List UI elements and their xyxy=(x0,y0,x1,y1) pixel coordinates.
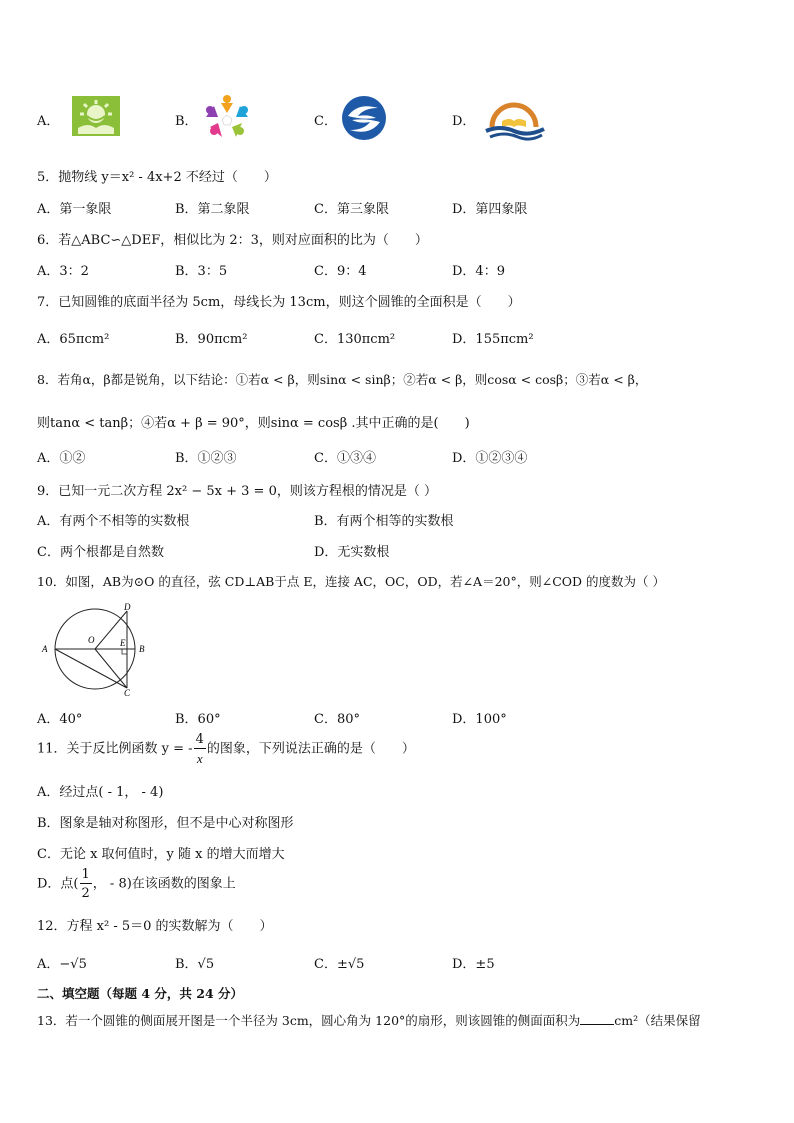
q6-stem: 6．若△ABC∽△DEF，相似比为 2：3，则对应面积的比为（ ） xyxy=(37,233,428,248)
q7-stem: 7．已知圆锥的底面半径为 5cm，母线长为 13cm，则这个圆锥的全面积是（ ） xyxy=(37,295,521,310)
q11-option-d-pre: D．点( xyxy=(37,876,79,892)
q11-fraction xyxy=(194,733,206,765)
q11-option-a: A．经过点( - 1， - 4) xyxy=(37,785,164,800)
book-with-globe-logo-icon xyxy=(70,94,122,138)
q6-option-c: C．9：4 xyxy=(314,264,367,279)
q6-option-b: B．3：5 xyxy=(175,264,228,279)
q9-stem: 9．已知一元二次方程 2x² − 5x + 3 = 0，则该方程根的情况是（ ） xyxy=(37,484,437,499)
q11-stem-pre: 11．关于反比例函数 y = - xyxy=(37,741,193,757)
q4-option-c-label: C． xyxy=(314,114,337,129)
q8-option-c: C．①③④ xyxy=(314,451,376,466)
q11-option-b: B．图象是轴对称图形，但不是中心对称图形 xyxy=(37,816,294,831)
blue-hands-swirl-logo-icon xyxy=(338,94,390,142)
q13-stem-pre: 13．若一个圆锥的侧面展开图是一个半径为 3cm，圆心角为 120°的扇形，则该圆锥的侧面面积为 xyxy=(37,1013,581,1028)
q7-option-d: D．155πcm² xyxy=(452,332,534,347)
q5-option-d: D．第四象限 xyxy=(452,202,528,217)
q4-option-a-label: A． xyxy=(37,114,60,129)
q7-option-a: A．65πcm² xyxy=(37,332,110,347)
q7-option-b: B．90πcm² xyxy=(175,332,248,347)
q11-option-d xyxy=(37,868,236,900)
q10-option-b: B．60° xyxy=(175,712,221,727)
q11-option-d-post: ， - 8)在该函数的图象上 xyxy=(92,876,236,892)
figure-label-o: O xyxy=(88,635,95,645)
q11-option-c: C．无论 x 取何值时，y 随 x 的增大而增大 xyxy=(37,847,285,862)
q6-option-a: A．3：2 xyxy=(37,264,89,279)
q10-option-c: C．80° xyxy=(314,712,360,727)
q9-option-b: B．有两个相等的实数根 xyxy=(314,514,454,529)
colorful-figures-circle-logo-icon xyxy=(202,93,252,141)
q13-stem-post: cm²（结果保留 xyxy=(614,1013,701,1028)
q5-stem: 5．抛物线 y＝x² - 4x+2 不经过（ ） xyxy=(37,170,277,185)
q5-option-c: C．第三象限 xyxy=(314,202,389,217)
figure-label-b: B xyxy=(139,644,145,654)
q10-stem: 10．如图，AB为⊙O 的直径，弦 CD⊥AB于点 E，连接 AC，OC，OD，若∠A＝20°，则∠COD 的度数为（ ） xyxy=(37,574,665,589)
q11-option-d-frac-den: 2 xyxy=(81,886,90,901)
figure-label-a: A xyxy=(42,644,48,654)
q5-option-b: B．第二象限 xyxy=(175,202,250,217)
q12-option-a: A．−√5 xyxy=(37,957,87,972)
figure-label-d: D xyxy=(124,602,131,612)
answer-blank[interactable] xyxy=(580,1012,614,1025)
q9-option-d: D．无实数根 xyxy=(314,545,390,560)
q9-option-c: C．两个根都是自然数 xyxy=(37,545,164,560)
q10-option-d: D．100° xyxy=(452,712,507,727)
q5-option-a: A．第一象限 xyxy=(37,202,112,217)
q4-option-b-label: B． xyxy=(175,114,198,129)
q12-option-c: C．±√5 xyxy=(314,957,365,972)
q12-stem: 12．方程 x² - 5＝0 的实数解为（ ） xyxy=(37,919,273,934)
q7-option-c: C．130πcm² xyxy=(314,332,396,347)
q8-option-a: A．①② xyxy=(37,451,86,466)
q11-option-d-frac-num: 1 xyxy=(81,867,90,882)
q12-option-b: B．√5 xyxy=(175,957,215,972)
q9-option-a: A．有两个不相等的实数根 xyxy=(37,514,190,529)
q8-stem-line2: 则tanα < tanβ；④若α + β = 90°，则sinα = cosβ .其中正确的是( ) xyxy=(37,416,470,431)
q8-option-d: D．①②③④ xyxy=(452,451,528,466)
q11-option-d-fraction xyxy=(80,868,92,900)
circle-geometry-figure xyxy=(38,602,158,697)
book-sun-waves-logo-icon xyxy=(480,97,548,143)
q11-frac-den: x xyxy=(196,751,203,766)
q8-option-b: B．①②③ xyxy=(175,451,237,466)
q12-option-d: D．±5 xyxy=(452,957,495,972)
q13-stem xyxy=(37,1011,701,1029)
q11-stem-post: 的图象，下列说法正确的是（ ） xyxy=(206,741,415,757)
q11-frac-num: 4 xyxy=(195,732,204,747)
section-title: 二、填空题（每题 4 分，共 24 分） xyxy=(37,986,244,1001)
q10-option-a: A．40° xyxy=(37,712,83,727)
figure-label-e: E xyxy=(120,638,126,648)
q11-stem xyxy=(37,733,415,765)
figure-label-c: C xyxy=(124,688,131,697)
q6-option-d: D．4：9 xyxy=(452,264,505,279)
q8-stem-line1: 8．若角α，β都是锐角，以下结论：①若α < β，则sinα < sinβ；②若α < β，则cosα < cosβ；③若α < β， xyxy=(37,372,648,387)
q4-option-d-label: D． xyxy=(452,114,476,129)
